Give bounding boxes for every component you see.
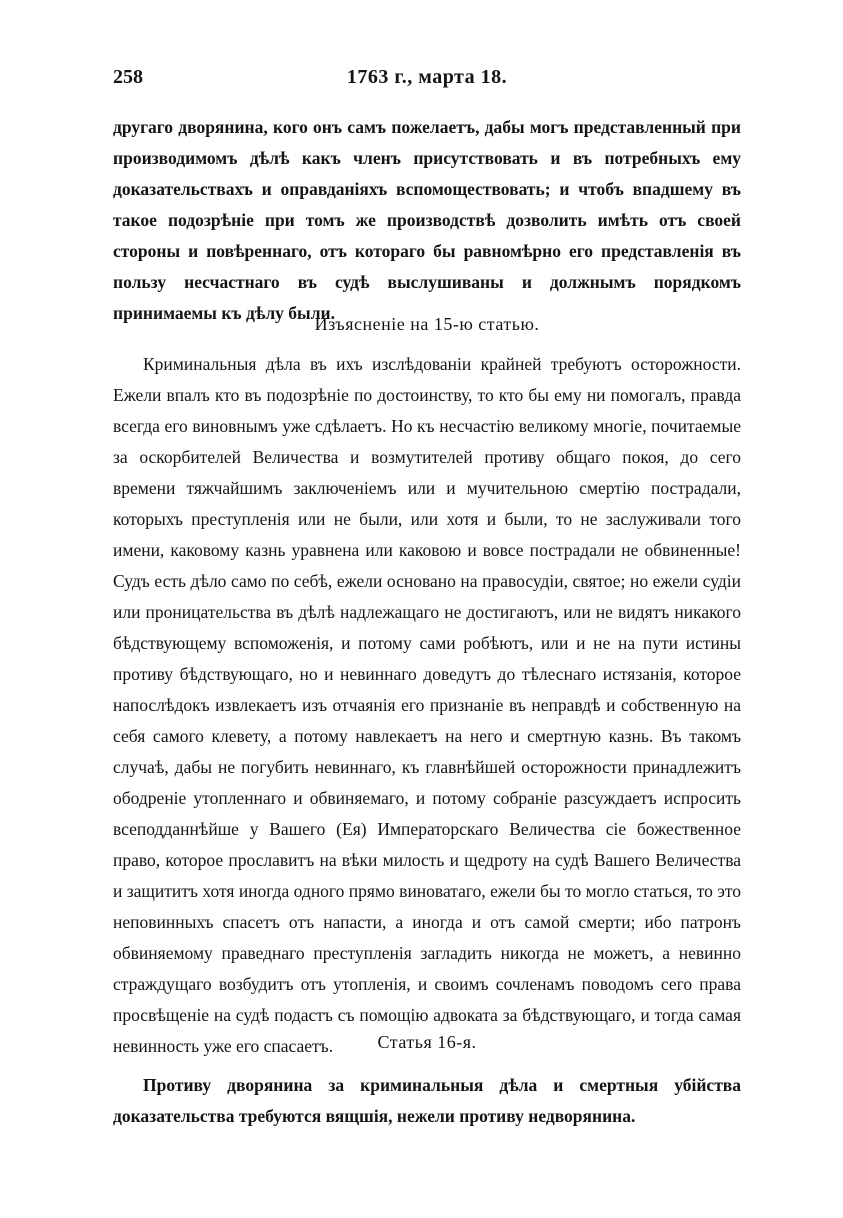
page-header: [113, 66, 741, 96]
article-16-paragraph: Противу дворянина за криминальныя дѣла и смертныя убійства доказательства требуются вящшія, нежели противу недворянина.: [113, 1075, 741, 1126]
page-number: 258: [113, 66, 143, 88]
explanation-15-paragraph: Криминальныя дѣла въ ихъ изслѣдованіи крайней требуютъ осторожности. Ежели впалъ кто въ подозрѣніе по достоинству, то кто бы ему ни помогалъ, правда всегда его виновнымъ уже сдѣлаетъ. Но къ несчастію великому многіе, почитаемые за оскорбителей Величества и возмутителей противу общаго покоя, до сего времени тяжчайшимъ заключеніемъ или и мучительною смертію пострадали, которыхъ преступленія или не были, или хотя и были, то не заслуживали того имени, каковому казнь уравнена или каковою и вовсе пострадали не обвиненные! Судъ есть дѣло само по себѣ, ежели основано на правосудіи, святое; но ежели судіи или проницательства въ дѣлѣ надлежащаго не достигаютъ, или не видятъ никакого бѣдствующему вспоможенія, и потому сами робѣютъ, или и не на пути истины противу бѣдствующаго, но и невиннаго доведутъ до тѣлеснаго истязанія, которое напослѣдокъ извлекаетъ изъ отчаянія его признаніе въ неправдѣ и собственную на себя самого клевету, а потому навлекаетъ на него и смертную казнь. Въ такомъ случаѣ, дабы не погубить невиннаго, къ главнѣйшей осторожности принадлежитъ ободреніе утопленнаго и обвиняемаго, и потому собраніе разсуждаетъ испросить всеподданнѣйше у Вашего (Ея) Императорскаго Величества сіе божественное право, которое прославитъ на вѣки милость и щедроту на судѣ Вашего Величества и защититъ хотя иногда одного прямо виноватаго, ежели бы то могло статься, то это неповинныхъ спасетъ отъ напасти, а иногда и отъ самой смерти; ибо патронъ обвиняемому праведнаго преступленія загладить никогда не можетъ, а невинно страждущаго возбудитъ отъ утопленія, и своимъ сочленамъ поводомъ сего права просвѣщеніе на судѣ подастъ съ помощію адвоката за бѣдствующаго, и тогда самая невинность уже его спасаетъ.: [113, 354, 741, 1056]
continuation-paragraph: другаго дворянина, кого онъ самъ пожелаетъ, дабы могъ представленный при производимомъ дѣлѣ какъ членъ присутствовать и въ потребныхъ ему доказательствахъ и оправданіяхъ вспомоществовать; и чтобъ впадшему въ такое подозрѣніе при томъ же производствѣ дозволить имѣть отъ своей стороны и повѣреннаго, отъ котораго бы равномѣрно его представленія въ пользу несчастнаго въ судѣ выслушиваны и должнымъ порядкомъ принимаемы къ дѣлу были.: [113, 117, 741, 323]
article-heading-16: Статья 16-я.: [377, 1032, 477, 1052]
section-heading-15: Изъясненіе на 15-ю статью.: [314, 314, 540, 334]
running-head: 1763 г., марта 18.: [346, 66, 508, 88]
